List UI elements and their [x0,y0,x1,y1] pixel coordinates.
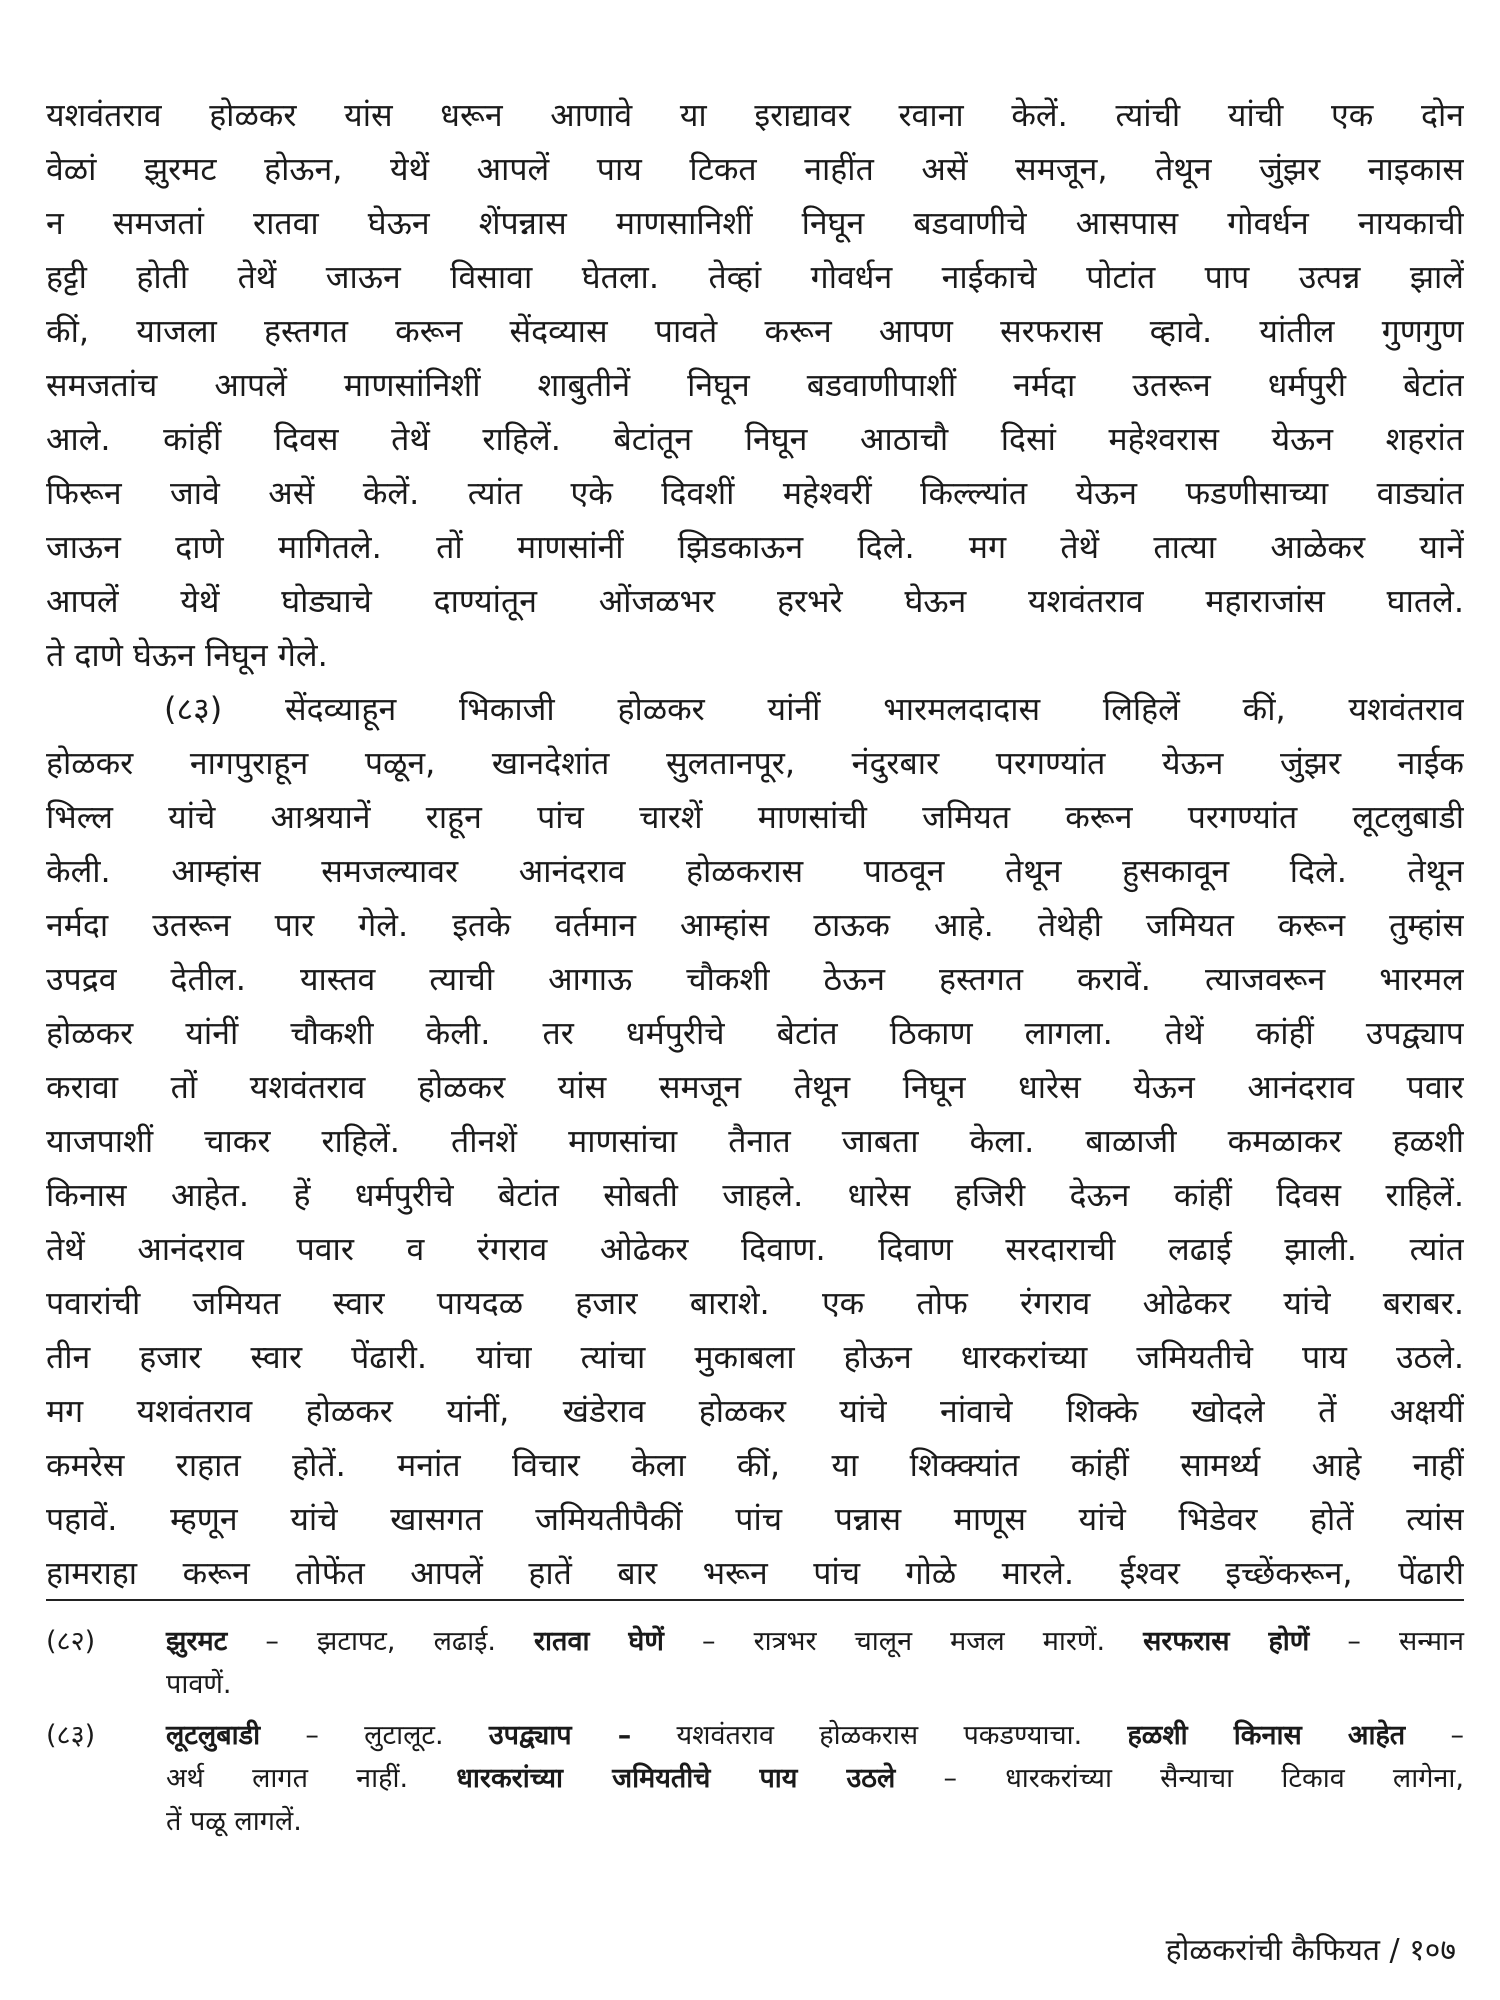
footnote-body [166,1620,1464,1706]
gloss-definition: अर्थ लागत नाहीं. [166,1763,457,1794]
text-line: भिल्ल यांचे आश्रयानें राहून पांच चारशें माणसांची जमियत करून परगण्यांत लूटलुबाडी [46,798,1464,836]
text-line: यशवंतराव होळकर यांस धरून आणावे या इराद्यावर रवाना केलें. त्यांची यांची एक दोन [46,96,1464,134]
gloss-definition: – लुटालूट. [260,1720,489,1751]
text-line: याजपाशीं चाकर राहिलें. तीनशें माणसांचा तैनात जाबता केला. बाळाजी कमळाकर हळशी [46,1122,1464,1160]
gloss-term: हळशी किनास आहेत [1127,1720,1406,1751]
footnote-line [166,1757,1464,1800]
text-line: कमरेस राहात होतें. मनांत विचार केला कीं, या शिक्क्यांत कांहीं सामर्थ्य आहे नाहीं [46,1446,1464,1484]
text-line: आले. कांहीं दिवस तेथें राहिलें. बेटांतून निघून आठाचौ दिसां महेश्वरास येऊन शहरांत [46,420,1464,458]
text-line: समजतांच आपलें माणसांनिशीं शाबुतीनें निघून बडवाणीपाशीं नर्मदा उतरून धर्मपुरी बेटांत [46,366,1464,404]
gloss-definition: – सन्मान [1309,1626,1464,1657]
footnote-83 [46,1714,1464,1843]
text-line: पवारांची जमियत स्वार पायदळ हजार बाराशे. एक तोफ रंगराव ओढेकर यांचे बराबर. [46,1284,1464,1322]
footnote-divider [46,1599,1464,1601]
text-line: कीं, याजला हस्तगत करून सेंदव्यास पावते करून आपण सरफरास व्हावे. यांतील गुणगुण [46,312,1464,350]
text-line: केली. आम्हांस समजल्यावर आनंदराव होळकरास पाठवून तेथून हुसकावून दिले. तेथून [46,852,1464,890]
footnote-line [166,1714,1464,1757]
gloss-definition: – रात्रभर चालून मजल मारणें. [663,1626,1144,1657]
footnote-line: पावणें. [166,1669,232,1700]
footnotes [46,1620,1464,1851]
text-line: तीन हजार स्वार पेंढारी. यांचा त्यांचा मुकाबला होऊन धारकरांच्या जमियतीचे पाय उठले. [46,1338,1464,1376]
footnote-body [166,1714,1464,1843]
text-line: जाऊन दाणे मागितले. तों माणसांनीं झिडकाऊन दिले. मग तेथें तात्या आळेकर यानें [46,528,1464,566]
text-line: फिरून जावे असें केलें. त्यांत एके दिवशीं महेश्वरीं किल्ल्यांत येऊन फडणीसाच्या वाड्यांत [46,474,1464,512]
gloss-definition: – धारकरांच्या सैन्याचा टिकाव लागेना, [895,1763,1464,1794]
gloss-definition: – झटापट, लढाई. [227,1626,535,1657]
gloss-term: रातवा घेणें [534,1626,664,1657]
text-line: ते दाणे घेऊन निघून गेले. [46,636,328,674]
gloss-term: झुरमट [166,1626,228,1657]
footnote-line [166,1620,1464,1663]
text-line: हट्टी होती तेथें जाऊन विसावा घेतला. तेव्हां गोवर्धन नाईकाचे पोटांत पाप उत्पन्न झालें [46,258,1464,296]
text-line: उपद्रव देतील. यास्तव त्याची आगाऊ चौकशी ठेऊन हस्तगत करावें. त्याजवरून भारमल [46,960,1464,998]
gloss-term: उपद्व्याप – [488,1720,632,1751]
text-line: मग यशवंतराव होळकर यांनीं, खंडेराव होळकर यांचे नांवाचे शिक्के खोदले तें अक्षयीं [46,1392,1464,1430]
gloss-term: धारकरांच्या जमियतीचे पाय उठले [456,1763,896,1794]
footnote-number: (८३) [46,1720,96,1751]
footnote-line: तें पळू लागलें. [166,1806,302,1837]
gloss-definition: यशवंतराव होळकरास पकडण्याचा. [631,1720,1128,1751]
paragraph-83-first-line: (८३) सेंदव्याहून भिकाजी होळकर यांनीं भारमलदादास लिहिलें कीं, यशवंतराव [164,690,1464,728]
text-line: वेळां झुरमट होऊन, येथें आपलें पाय टिकत नाहींत असें समजून, तेथून जुंझर नाइकास [46,150,1464,188]
body-text [46,88,1464,1600]
text-line: तेथें आनंदराव पवार व रंगराव ओढेकर दिवाण. दिवाण सरदाराची लढाई झाली. त्यांत [46,1230,1464,1268]
gloss-term: लूटलुबाडी [166,1720,261,1751]
text-line: किनास आहेत. हें धर्मपुरीचे बेटांत सोबती जाहले. धारेस हजिरी देऊन कांहीं दिवस राहिलें. [46,1176,1464,1214]
gloss-term: सरफरास होणें [1143,1626,1310,1657]
text-line: होळकर नागपुराहून पळून, खानदेशांत सुलतानपूर, नंदुरबार परगण्यांत येऊन जुंझर नाईक [46,744,1464,782]
text-line: करावा तों यशवंतराव होळकर यांस समजून तेथून निघून धारेस येऊन आनंदराव पवार [46,1068,1464,1106]
text-line: नर्मदा उतरून पार गेले. इतके वर्तमान आम्हांस ठाऊक आहे. तेथेही जमियत करून तुम्हांस [46,906,1464,944]
gloss-definition: – [1405,1720,1464,1751]
page-footer: होळकरांची कैफियत / १०७ [1165,1933,1456,1968]
text-line: आपलें येथें घोड्याचे दाण्यांतून ओंजळभर हरभरे घेऊन यशवंतराव महाराजांस घातले. [46,582,1464,620]
text-line: होळकर यांनीं चौकशी केली. तर धर्मपुरीचे बेटांत ठिकाण लागला. तेथें कांहीं उपद्व्याप [46,1014,1464,1052]
footnote-number: (८२) [46,1626,96,1657]
text-line: पहावें. म्हणून यांचे खासगत जमियतीपैकीं पांच पन्नास माणूस यांचे भिडेवर होतें त्यांस [46,1500,1464,1538]
footnote-82 [46,1620,1464,1706]
text-line: हामराहा करून तोफेंत आपलें हातें बार भरून पांच गोळे मारले. ईश्वर इच्छेंकरून, पेंढारी [46,1554,1464,1592]
text-line: न समजतां रातवा घेऊन शेंपन्नास माणसानिशीं निघून बडवाणीचे आसपास गोवर्धन नायकाची [46,204,1464,242]
